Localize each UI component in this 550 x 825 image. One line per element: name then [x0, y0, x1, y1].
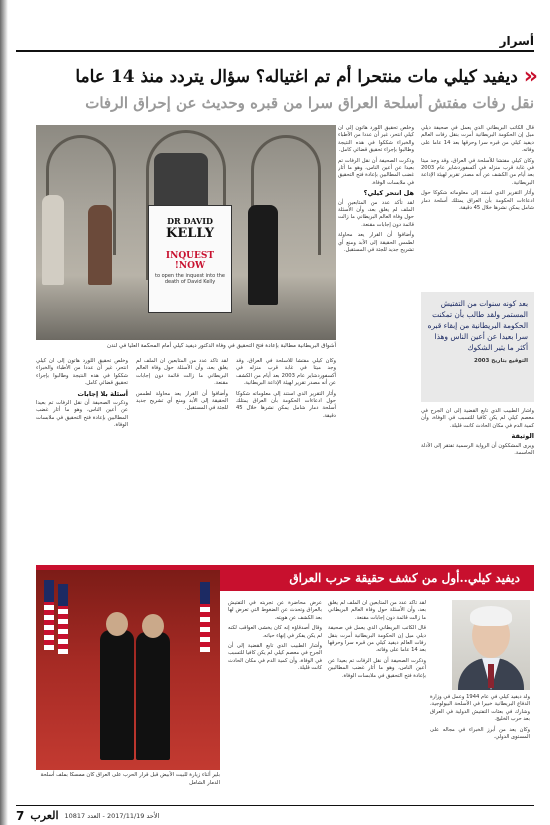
paragraph: وأثار التقرير الذي استند إلى معلوماته شكوكا حول ادعاءات الحكومة بأن العراق يمتلك أسلحة دمار شامل يمكن نشرها خلال 45 دقيقة.	[421, 190, 534, 212]
paragraph: ويرى المشككون أن الرواية الرسمية تفتقر إلى الأدلة الحاسمة.	[421, 442, 534, 457]
pull-quote-text: بعد كونه سنوات من التفتيش المستمر ولقد طالب بأن تمكنت الحكومة البريطانية من إبقاء قبره سرا بعيدا عن أعين الناس وهذا أكثر ما يثير الشكوك	[427, 299, 528, 352]
section-subheading: هل انتحر كيلي؟	[363, 189, 414, 198]
us-flag-canton	[44, 580, 54, 602]
paragraph: وأشار الطبيب الذي تابع القضية إلى أن الجرح في معصم كيلي لم يكن كافيا للتسبب في الوفاة، وأن كمية الدم في مكان الحادث كانت قليلة.	[421, 408, 534, 429]
sign-line: INQUEST	[165, 251, 215, 261]
paragraph: وكان كيلي مفتشا للأسلحة في العراق، وقد وجد ميتا في غابة قرب منزله في أكسفوردشاير عام 2003 بعد أيام من الكشف عن أنه مصدر تقرير لهيئة الإذاعة البريطانية.	[421, 157, 534, 186]
paragraph: لقد تأكد عدد من المتابعين أن الملف لم يغلق بعد، وأن الأسئلة حول وفاة العالم البريطاني ما زالت قائمة دون إجابات مقنعة.	[338, 199, 414, 228]
page-footer	[16, 805, 534, 825]
us-flag-canton	[58, 584, 68, 606]
sign-line: DR DAVID	[167, 216, 213, 226]
protest-sign	[148, 205, 232, 313]
paragraph: وأضافوا أن القرار يعد محاولة لطمس الحقيقة إلى الأبد ومنع أي تشريح جديد للجثة في المستقبل.	[136, 390, 228, 412]
david-kelly-portrait	[452, 600, 530, 690]
article-column	[328, 600, 426, 795]
paragraph: وقال أصدقاؤه إنه كان يخشى العواقب لكنه لم يكن يفكر في إنهاء حياته.	[228, 625, 322, 639]
paragraph: لقد تأكد عدد من المتابعين أن الملف لم يغلق بعد، وأن الأسئلة حول وفاة العالم البريطاني ما زالت قائمة دون إجابات مقنعة.	[136, 358, 228, 387]
page-number: 7	[16, 808, 25, 823]
blair-bush-caption: بلير أثناء زيارة للبيت الأبيض قبل قرار الحرب على العراق كان ممسكا بملف أسلحة الدمار الشامل	[40, 772, 220, 786]
issue-date: الأحد 2017/11/19 - العدد 10817	[64, 811, 160, 820]
headline-text: ديفيد كيلي مات منتحرا أم تم اغتياله؟ سؤال يتردد منذ 14 عاما	[75, 67, 518, 87]
subheadline: نقل رفات مفتش أسلحة العراق سرا من قبره وحديث عن إحراق الرفات	[85, 94, 534, 112]
paragraph: وأشار الطبيب الذي تابع القضية إلى أن الجرح في معصم كيلي لم يكن كافيا للتسبب في الوفاة، وأن كمية الدم في مكان الحادث كانت قليلة.	[228, 643, 322, 672]
article-column	[338, 125, 414, 385]
blair-bush-photo	[36, 570, 220, 770]
sign-line: KELLY	[166, 226, 214, 241]
paragraph: وذكرت الصحيفة أن نقل الرفات تم بعيدا عن أعين الناس، وهو ما أثار غضب المطالبين بإعادة فتح التحقيق في ملابسات الوفاة.	[328, 657, 426, 679]
portrait-tie	[488, 664, 494, 688]
section-subheading: أسئلة بلا إجابات	[77, 389, 128, 398]
publication-name: العرب	[30, 809, 59, 822]
pedestrian-figure	[248, 205, 278, 305]
leader-head	[142, 614, 164, 638]
article-column	[136, 358, 228, 558]
paragraph: وخلص تحقيق اللورد هاتون إلى أن كيلي انتحر، غير أن عددا من الأطباء والخبراء شككوا في هذه النتيجة وطالبوا بإجراء تحقيق قضائي كامل.	[338, 125, 414, 154]
paragraph: قال الكاتب البريطاني الذي يعمل في صحيفة ديلي ميل إن الحكومة البريطانية أمرت بنقل رفات العالم ديفيد كيلي من قبره سرا وحرقها بعد 14 عاما على وفاته.	[328, 625, 426, 654]
paragraph: وكان يعد من أبرز الخبراء في مجاله على المستوى الدولي.	[430, 726, 530, 741]
paragraph: وأضافوا أن القرار يعد محاولة لطمس الحقيقة إلى الأبد ومنع أي تشريح جديد للجثة في المستقبل.	[338, 232, 414, 254]
paragraph: قال الكاتب البريطاني الذي يعمل في صحيفة ديلي ميل إن الحكومة البريطانية أمرت بنقل رفات العالم ديفيد كيلي من قبره سرا وحرقها بعد 14 عاما على وفاته.	[421, 125, 534, 154]
pull-quote	[421, 292, 534, 402]
article-column	[36, 358, 128, 558]
section-subheading: الوثيقة	[511, 432, 534, 441]
paragraph: ولد ديفيد كيلي في عام 1944 وعمل في وزارة الدفاع البريطانية خبيرا في الأسلحة البيولوجية، وشارك في بعثات التفتيش الدولية في العراق بعد حرب الخليج.	[430, 694, 530, 723]
banner-title: ديفيد كيلي..أول من كشف حقيقة حرب العراق	[289, 571, 520, 585]
us-flag-canton	[200, 582, 210, 604]
article-column	[228, 600, 322, 795]
paragraph: وذكرت الصحيفة أن نقل الرفات تم بعيدا عن أعين الناس، وهو ما أثار غضب المطالبين بإعادة فتح التحقيق في ملابسات الوفاة.	[36, 400, 128, 429]
paragraph: وذكرت الصحيفة أن نقل الرفات تم بعيدا عن أعين الناس، وهو ما أثار غضب المطالبين بإعادة فتح التحقيق في ملابسات الوفاة.	[338, 157, 414, 186]
sign-small-text: to open the inquest into the death of David Kelly	[155, 273, 225, 285]
protester-figure	[42, 195, 64, 285]
double-chevron-icon: «	[523, 64, 534, 89]
pull-quote-author: التوقيع بتاريخ 2003	[474, 358, 528, 364]
protester-figure	[88, 205, 112, 285]
page-fold-shadow	[0, 0, 8, 825]
footer-left	[16, 809, 159, 823]
paragraph: وكان كيلي مفتشا للأسلحة في العراق، وقد وجد ميتا في غابة قرب منزله في أكسفوردشاير عام 2003 بعد أيام من الكشف عن أنه مصدر تقرير لهيئة الإذاعة البريطانية.	[236, 358, 336, 387]
protest-photo	[36, 125, 336, 340]
leader-figure	[136, 632, 170, 760]
protest-photo-caption: أشواق البريطانية مطالبة بإعادة فتح التحقيق في وفاة الدكتور ديفيد كيلي أمام المحكمة العليا في لندن	[106, 343, 336, 349]
article-column	[421, 125, 534, 287]
article-column	[236, 358, 336, 558]
article-column	[430, 694, 530, 794]
paragraph: وأثار التقرير الذي استند إلى معلوماته شكوكا حول ادعاءات الحكومة بأن العراق يمتلك أسلحة دمار شامل يمكن نشرها خلال 45 دقيقة.	[236, 390, 336, 419]
headline	[16, 66, 534, 88]
leader-head	[106, 612, 128, 636]
section-label: أسرار	[499, 34, 534, 48]
leader-figure	[100, 630, 134, 760]
paragraph: وخلص تحقيق اللورد هاتون إلى أن كيلي انتحر، غير أن عددا من الأطباء والخبراء شككوا في هذه النتيجة وطالبوا بإجراء تحقيق قضائي كامل.	[36, 358, 128, 387]
portrait-hair	[470, 606, 512, 626]
section-header	[16, 34, 534, 52]
paragraph: لقد تأكد عدد من المتابعين أن الملف لم يغلق بعد، وأن الأسئلة حول وفاة العالم البريطاني ما زالت قائمة دون إجابات مقنعة.	[328, 600, 426, 621]
article-column	[421, 408, 534, 558]
sign-line: NOW!	[174, 261, 206, 271]
paragraph: عرض محاضرة عن تجربته في التفتيش بالعراق وتحدث عن الضغوط التي تعرض لها بعد الكشف عن هويته.	[228, 600, 322, 621]
